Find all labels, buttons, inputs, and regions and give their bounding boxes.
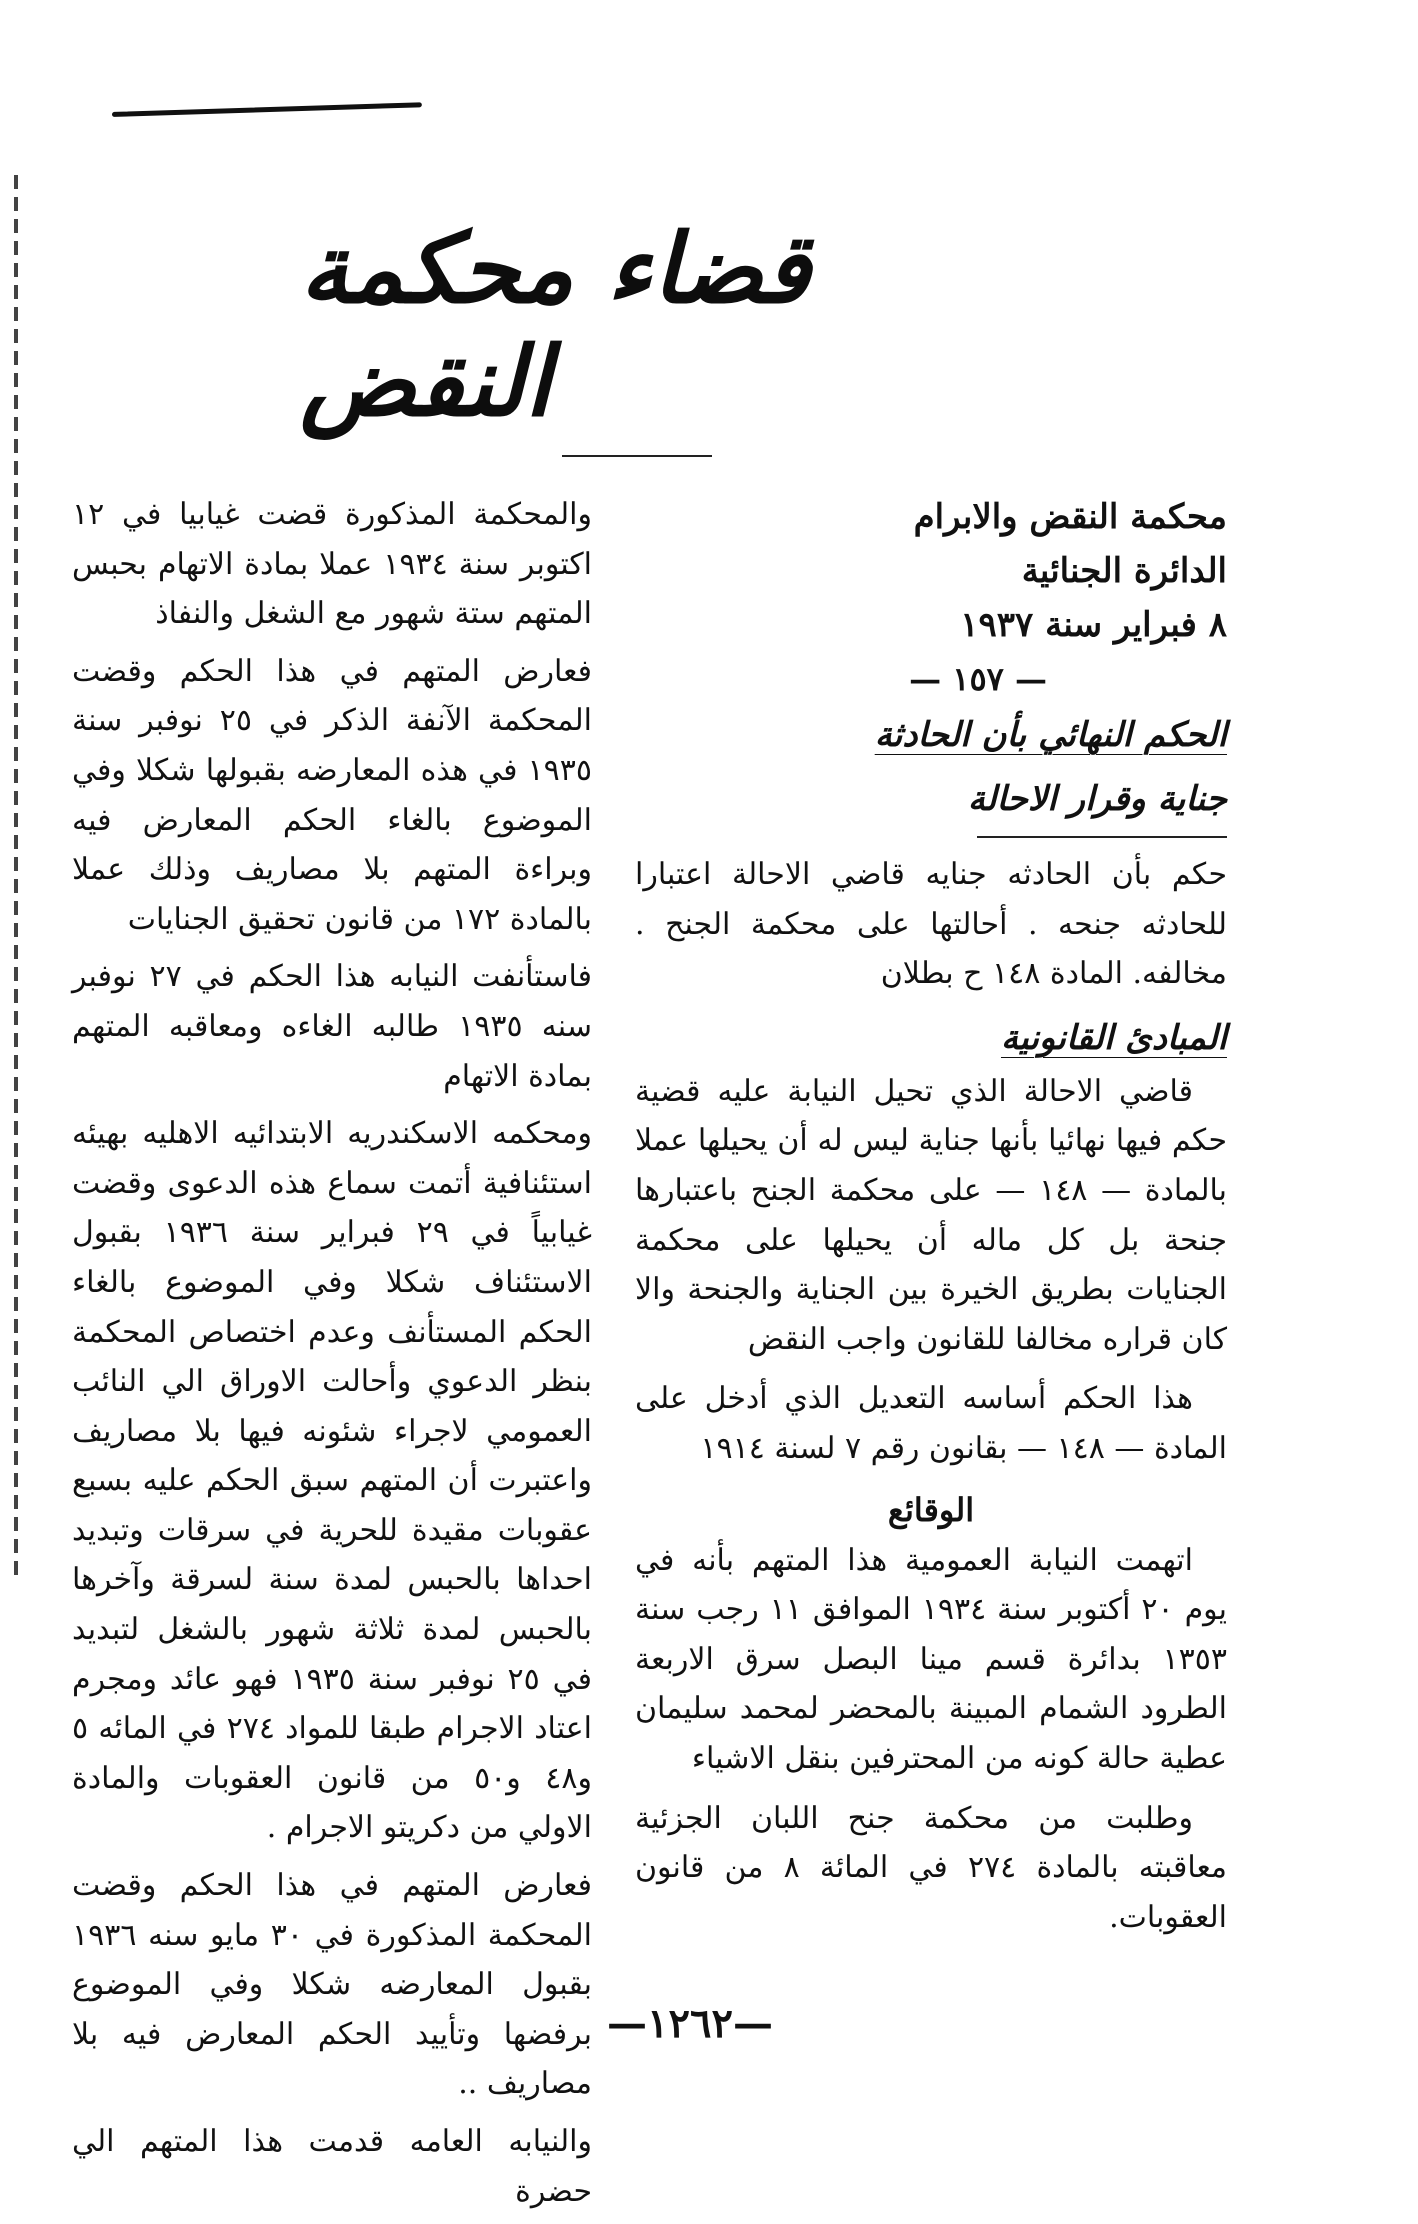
ruling-summary: حكم بأن الحادثه جنايه قاضي الاحالة اعتبارا للحادثه جنحه . أحالتها على محكمة الجنح . مخالفه. المادة ١٤٨ ح بطلان [635, 857, 1227, 992]
left-paragraph: ومحكمه الاسكندريه الابتدائيه الاهليه بهيئه استئنافية أتمت سماع هذه الدعوى وقضت غيابياً في ٢٩ فبراير سنة ١٩٣٦ بقبول الاستئناف شكلا وفي الموضوع بالغاء الحكم المستأنف وعدم اختصاص المحكمة بنظر الدعوي وأحالت الاوراق الي النائب العمومي لاجراء شئونه فيها بلا مصاريف واعتبرت أن المتهم سبق الحكم عليه بسبع عقوبات مقيدة للحرية في سرقات وتبديد احداها بالحبس لمدة سنة لسرقة وآخرها بالحبس لمدة ثلاثة شهور بالشغل لتبديد في ٢٥ نوفبر سنة ١٩٣٥ فهو عائد ومجرم اعتاد الاجرام طبقا للمواد ٢٧٤ في المائه ٥ و٤٨ و٥٠ من قانون العقوبات والمادة الاولي من دكريتو الاجرام . [72, 1116, 592, 1846]
subject-rule [977, 836, 1227, 838]
page-number: —١٢٦٢— [607, 2000, 773, 2047]
ruling-title: الحكم النهائي بأن الحادثة [874, 715, 1227, 755]
left-paragraph: فاستأنفت النيابه هذا الحكم في ٢٧ نوفبر سنه ١٩٣٥ طالبه الغاءه ومعاقبه المتهم بمادة الاتهام [72, 959, 593, 1094]
right-column [635, 490, 1227, 1952]
left-paragraph: والمحكمة المذكورة قضت غيابيا في ١٢ اكتوبر سنة ١٩٣٤ عملا بمادة الاتهام بحبس المتهم ستة شهور مع الشغل والنفاذ [72, 497, 592, 632]
left-paragraph: والنيابه العامه قدمت هذا المتهم الي حضرة [72, 2124, 592, 2209]
top-decorative-rule [112, 102, 422, 117]
masthead-rule [562, 455, 712, 457]
principles-heading: المبادئ القانونية [1000, 1017, 1227, 1058]
masthead [300, 212, 940, 438]
court-name: محكمة النقض والابرام [913, 497, 1227, 537]
left-column [72, 490, 592, 2224]
ruling-date: ٨ فبراير سنة ١٩٣٧ [960, 605, 1227, 645]
masthead-title: قضاء محكمة النقض [300, 212, 811, 438]
binding-edge-marks [14, 175, 18, 1575]
request-text: وطلبت من محكمة جنح اللبان الجزئية معاقبته بالمادة ٢٧٤ في المائة ٨ من قانون العقوبات. [635, 1800, 1227, 1935]
left-paragraph: فعارض المتهم في هذا الحكم وقضت المحكمة المذكورة في ٣٠ مايو سنه ١٩٣٦ بقبول المعارضه شكلا وفي الموضوع برفضها وتأييد الحكم المعارض فيه بلا مصاريف .. [72, 1868, 592, 2102]
facts-text: اتهمت النيابة العمومية هذا المتهم بأنه في يوم ٢٠ أكتوبر سنة ١٩٣٤ الموافق ١١ رجب سنة ١٣٥٣ بدائرة قسم مينا البصل سرق الاربعة الطرود الشمام المبينة بالمحضر لمحمد سليمان عطية حالة كونه من المحترفين بنقل الاشياء [635, 1542, 1227, 1776]
amendment-text: هذا الحكم أساسه التعديل الذي أدخل على المادة — ١٤٨ — بقانون رقم ٧ لسنة ١٩١٤ [635, 1381, 1227, 1466]
case-number: — ١٥٧ — [909, 660, 1047, 698]
subject-heading: جناية وقرار الاحالة [967, 779, 1227, 819]
circuit-name: الدائرة الجنائية [1021, 551, 1227, 591]
facts-heading: الوقائع [887, 1490, 975, 1529]
left-paragraph: فعارض المتهم في هذا الحكم وقضت المحكمة الآنفة الذكر في ٢٥ نوفبر سنة ١٩٣٥ في هذه المعارضه بقبولها شكلا وفي الموضوع بالغاء الحكم المعارض فيه وبراءة المتهم بلا مصاريف وذلك عملا بالمادة ١٧٢ من قانون تحقيق الجنايات [72, 653, 593, 937]
principles-text: قاضي الاحالة الذي تحيل النيابة عليه قضية حكم فيها نهائيا بأنها جناية ليس له أن يحيلها عملا بالمادة — ١٤٨ — على محكمة الجنح باعتبارها جنحة بل كل ماله أن يحيلها على محكمة الجنايات بطريق الخيرة بين الجناية والجنحة والا كان قراره مخالفا للقانون واجب النقض [635, 1073, 1227, 1357]
